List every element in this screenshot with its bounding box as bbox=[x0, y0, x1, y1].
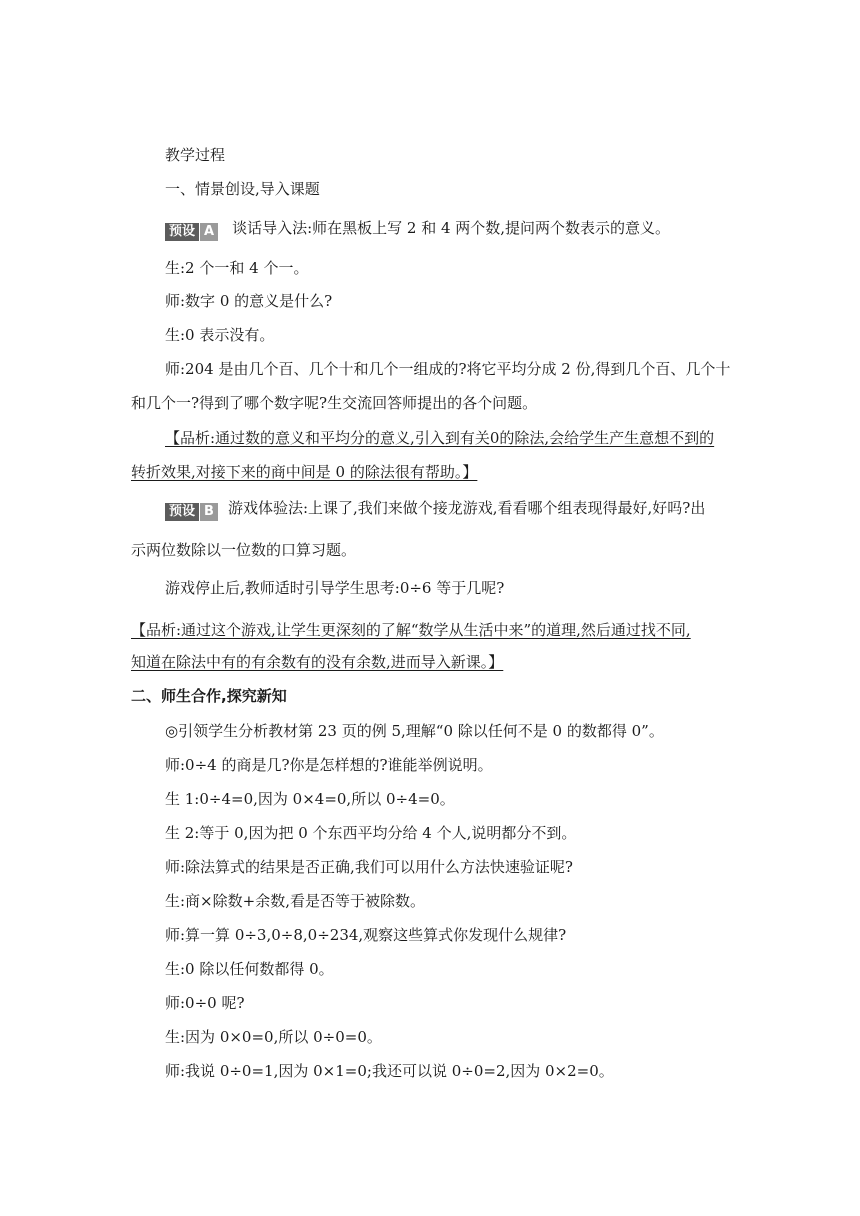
dialog-line: 生:0 除以任何数都得 0。 bbox=[165, 960, 334, 978]
dialog-line: ◎引领学生分析教材第 23 页的例 5,理解“0 除以任何不是 0 的数都得 0”。 bbox=[165, 722, 664, 740]
preset-a-paragraph bbox=[165, 218, 670, 241]
section-title-2: 二、师生合作,探究新知 bbox=[131, 687, 287, 705]
analysis-1-line-2: 转折效果,对接下来的商中间是 0 的除法很有帮助。】 bbox=[131, 463, 478, 481]
dialog-line: 生:商×除数+余数,看是否等于被除数。 bbox=[165, 892, 425, 910]
preset-b-paragraph bbox=[165, 498, 705, 521]
analysis-2-line-1: 【品析:通过这个游戏,让学生更深刻的了解“数学从生活中来”的道理,然后通过找不同, bbox=[131, 621, 691, 639]
analysis-1-line-1: 【品析:通过数的意义和平均分的意义,引入到有关0的除法,会给学生产生意想不到的 bbox=[165, 429, 715, 447]
dialog-line: 生:2 个一和 4 个一。 bbox=[165, 259, 309, 277]
dialog-line: 师:0÷4 的商是几?你是怎样想的?谁能举例说明。 bbox=[165, 756, 493, 774]
preset-b-text-2: 示两位数除以一位数的口算习题。 bbox=[131, 541, 357, 559]
dialog-line: 师:算一算 0÷3,0÷8,0÷234,观察这些算式你发现什么规律? bbox=[165, 926, 567, 944]
dialog-line: 和几个一?得到了哪个数字呢?生交流回答师提出的各个问题。 bbox=[131, 394, 538, 412]
dialog-line: 生 2:等于 0,因为把 0 个东西平均分给 4 个人,说明都分不到。 bbox=[165, 824, 577, 842]
game-stop-line: 游戏停止后,教师适时引导学生思考:0÷6 等于几呢? bbox=[165, 579, 505, 597]
preset-a-badge: 预设 A bbox=[165, 223, 218, 241]
preset-b-badge: 预设 B bbox=[165, 503, 218, 521]
dialog-line: 生:0 表示没有。 bbox=[165, 326, 275, 344]
section-title-1: 一、情景创设,导入课题 bbox=[165, 180, 320, 198]
preset-a-text: 谈话导入法:师在黑板上写 2 和 4 两个数,提问两个数表示的意义。 bbox=[232, 219, 671, 237]
dialog-line: 师:除法算式的结果是否正确,我们可以用什么方法快速验证呢? bbox=[165, 858, 573, 876]
dialog-line: 生 1:0÷4=0,因为 0×4=0,所以 0÷4=0。 bbox=[165, 790, 455, 808]
dialog-line: 师:0÷0 呢? bbox=[165, 994, 245, 1012]
page-heading: 教学过程 bbox=[165, 146, 226, 164]
preset-b-text: 游戏体验法:上课了,我们来做个接龙游戏,看看哪个组表现得最好,好吗?出 bbox=[227, 499, 706, 517]
dialog-line: 师:204 是由几个百、几个十和几个一组成的?将它平均分成 2 份,得到几个百、几个十 bbox=[165, 360, 731, 378]
dialog-line: 师:我说 0÷0=1,因为 0×1=0;我还可以说 0÷0=2,因为 0×2=0。 bbox=[165, 1062, 614, 1080]
dialog-line: 师:数字 0 的意义是什么? bbox=[165, 292, 333, 310]
analysis-2-line-2: 知道在除法中有的有余数有的没有余数,进而导入新课。】 bbox=[131, 653, 504, 671]
dialog-line: 生:因为 0×0=0,所以 0÷0=0。 bbox=[165, 1028, 382, 1046]
